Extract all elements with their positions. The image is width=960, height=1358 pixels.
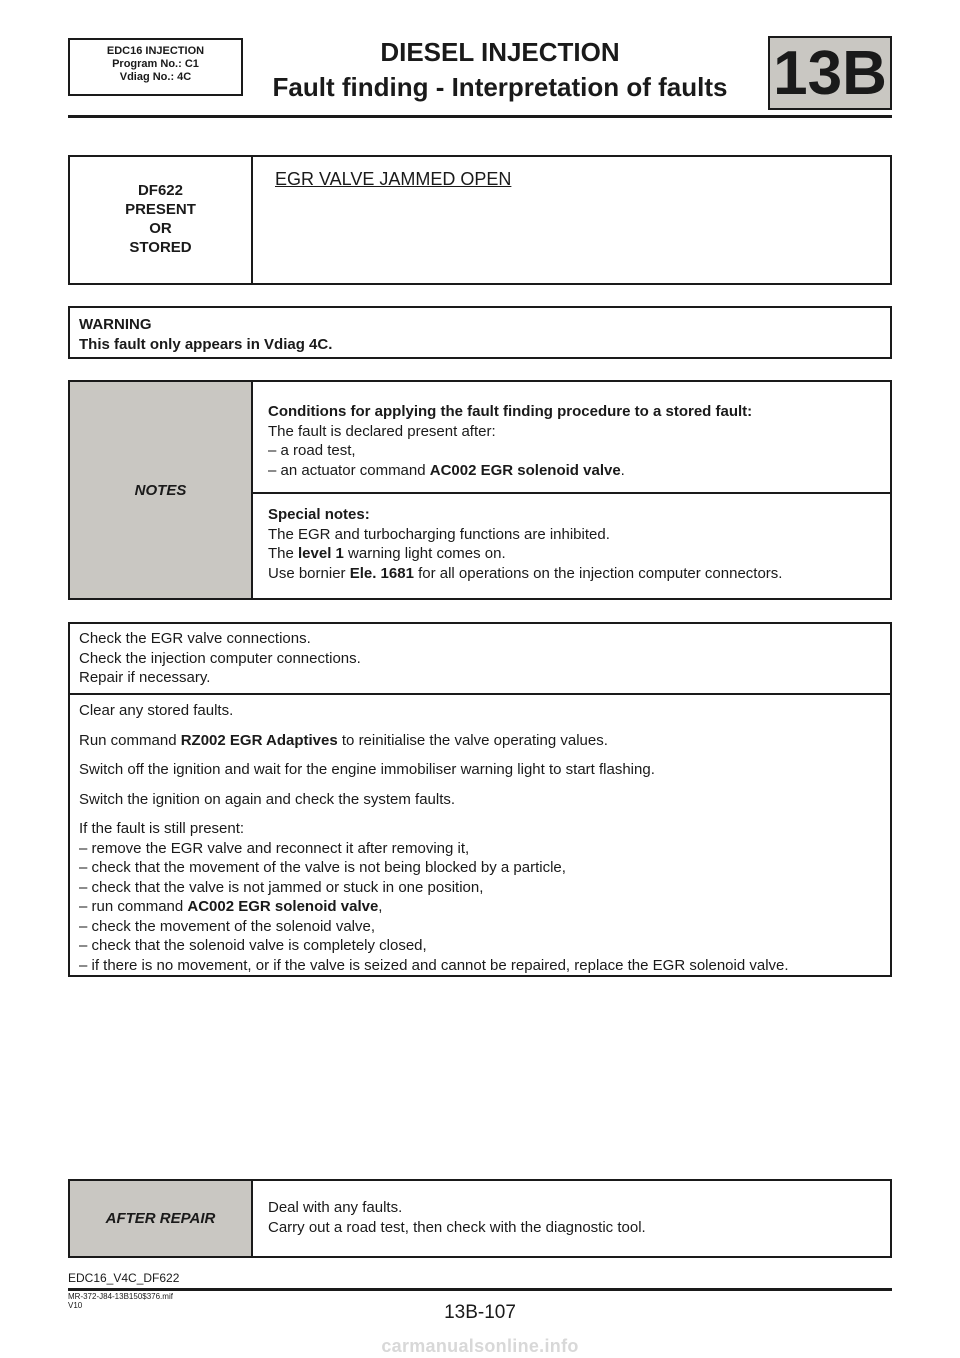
special-notes-line-1: The EGR and turbocharging functions are inhibited. — [268, 525, 610, 543]
site-watermark: carmanualsonline.info — [381, 1336, 579, 1356]
procedure-step-2 — [79, 731, 881, 751]
special-notes-line-3-pre: Use bornier — [268, 564, 350, 582]
check-procedure-table — [68, 622, 892, 977]
notes-conditions-section — [253, 382, 890, 494]
notes-label: NOTES — [134, 481, 187, 499]
notes-special-section — [253, 494, 890, 598]
conditions-line-3-text: – an actuator command — [268, 461, 430, 479]
fault-title: EGR VALVE JAMMED OPEN — [275, 169, 512, 189]
conditions-heading: Conditions for applying the fault finding procedure to a stored fault: — [268, 403, 753, 420]
footer-divider — [68, 1288, 892, 1291]
notes-label-cell — [70, 382, 253, 598]
procedure-list-item-4-command: AC002 EGR solenoid valve — [187, 898, 379, 915]
special-notes-line-3-post: for all operations on the injection computer connectors. — [413, 564, 783, 582]
conditions-line-3-end: . — [620, 461, 625, 479]
check-line-3: Repair if necessary. — [79, 669, 211, 686]
conditions-line-3 — [268, 461, 875, 481]
procedure-list-item-4-post: , — [378, 898, 383, 915]
after-repair-table — [68, 1179, 892, 1258]
special-notes-line-2-post: warning light comes on. — [343, 545, 506, 562]
special-notes-line-2-pre: The — [268, 545, 299, 562]
fault-code: DF622 — [137, 182, 183, 199]
check-line-1: Check the EGR valve connections. — [79, 630, 311, 647]
procedure-step-1: Clear any stored faults. — [79, 702, 234, 719]
procedure-step-2-command: RZ002 EGR Adaptives — [180, 731, 338, 749]
procedure-step-2-post: to reinitialise the valve operating values. — [337, 731, 608, 749]
program-info-line1: EDC16 INJECTION — [106, 45, 205, 57]
procedure-list-item-7: – if there is no movement, or if the valve is seized and cannot be repaired, replace the EGR solenoid valve. — [79, 956, 789, 974]
procedure-step-5: If the fault is still present: — [79, 820, 245, 837]
after-repair-label: AFTER REPAIR — [105, 1210, 216, 1227]
section-badge: 13B — [768, 36, 892, 110]
page-subtitle: Fault finding - Interpretation of faults — [272, 72, 728, 102]
warning-text: This fault only appears in Vdiag 4C. — [79, 335, 333, 353]
procedure-list-item-4-pre: – run command — [79, 898, 188, 915]
after-repair-content — [253, 1181, 890, 1256]
procedure-list-item-5: – check the movement of the solenoid valve, — [79, 917, 376, 935]
fault-status-2: OR — [149, 220, 172, 237]
fault-status-1: PRESENT — [125, 201, 196, 218]
warning-heading: WARNING — [79, 316, 152, 333]
fault-title-cell — [253, 157, 890, 283]
procedure-section — [70, 695, 890, 975]
special-notes-line-3 — [268, 564, 875, 584]
procedure-list-item-3: – check that the valve is not jammed or stuck in one position, — [79, 878, 484, 896]
program-info-box — [68, 38, 243, 96]
fault-code-cell — [70, 157, 253, 283]
procedure-step-3: Switch off the ignition and wait for the engine immobiliser warning light to start flashing. — [79, 761, 655, 778]
header-divider — [68, 115, 892, 118]
procedure-step-4: Switch the ignition on again and check the system faults. — [79, 790, 456, 808]
procedure-list-item-6: – check that the solenoid valve is completely closed, — [79, 937, 427, 954]
footer-version: V10 — [68, 1301, 83, 1310]
special-notes-line-2-bold: level 1 — [298, 545, 344, 562]
notes-content — [253, 382, 890, 598]
page-number: 13B-107 — [444, 1302, 516, 1323]
footer-mif-name: MR-372-J84-13B150$376.mif — [68, 1292, 173, 1301]
connection-checks-section — [70, 624, 890, 695]
fault-status-3: STORED — [129, 239, 192, 256]
procedure-list-item-1: – remove the EGR valve and reconnect it after removing it, — [79, 839, 470, 857]
after-repair-label-cell — [70, 1181, 253, 1256]
page-title: DIESEL INJECTION — [380, 37, 620, 67]
warning-box — [68, 306, 892, 359]
notes-table — [68, 380, 892, 600]
check-line-2: Check the injection computer connections. — [79, 649, 361, 667]
special-notes-line-3-bold: Ele. 1681 — [349, 564, 414, 582]
fault-header-table — [68, 155, 892, 285]
conditions-line-3-command: AC002 EGR solenoid valve — [429, 461, 621, 479]
page-title-block — [250, 36, 750, 106]
program-info-line2: Program No.: C1 — [112, 58, 199, 70]
procedure-list-item-2: – check that the movement of the valve is not being blocked by a particle, — [79, 859, 566, 876]
after-repair-line-2: Carry out a road test, then check with the diagnostic tool. — [268, 1218, 646, 1236]
procedure-step-2-pre: Run command — [79, 731, 181, 749]
footer-reference: EDC16_V4C_DF622 — [68, 1271, 180, 1285]
after-repair-line-1: Deal with any faults. — [268, 1199, 403, 1216]
conditions-line-1: The fault is declared present after: — [268, 422, 496, 440]
special-notes-line-2 — [268, 544, 875, 564]
conditions-line-2: – a road test, — [268, 442, 356, 459]
program-info-line3: Vdiag No.: 4C — [119, 71, 192, 83]
special-notes-heading: Special notes: — [268, 506, 370, 523]
procedure-list-item-4 — [79, 897, 881, 917]
